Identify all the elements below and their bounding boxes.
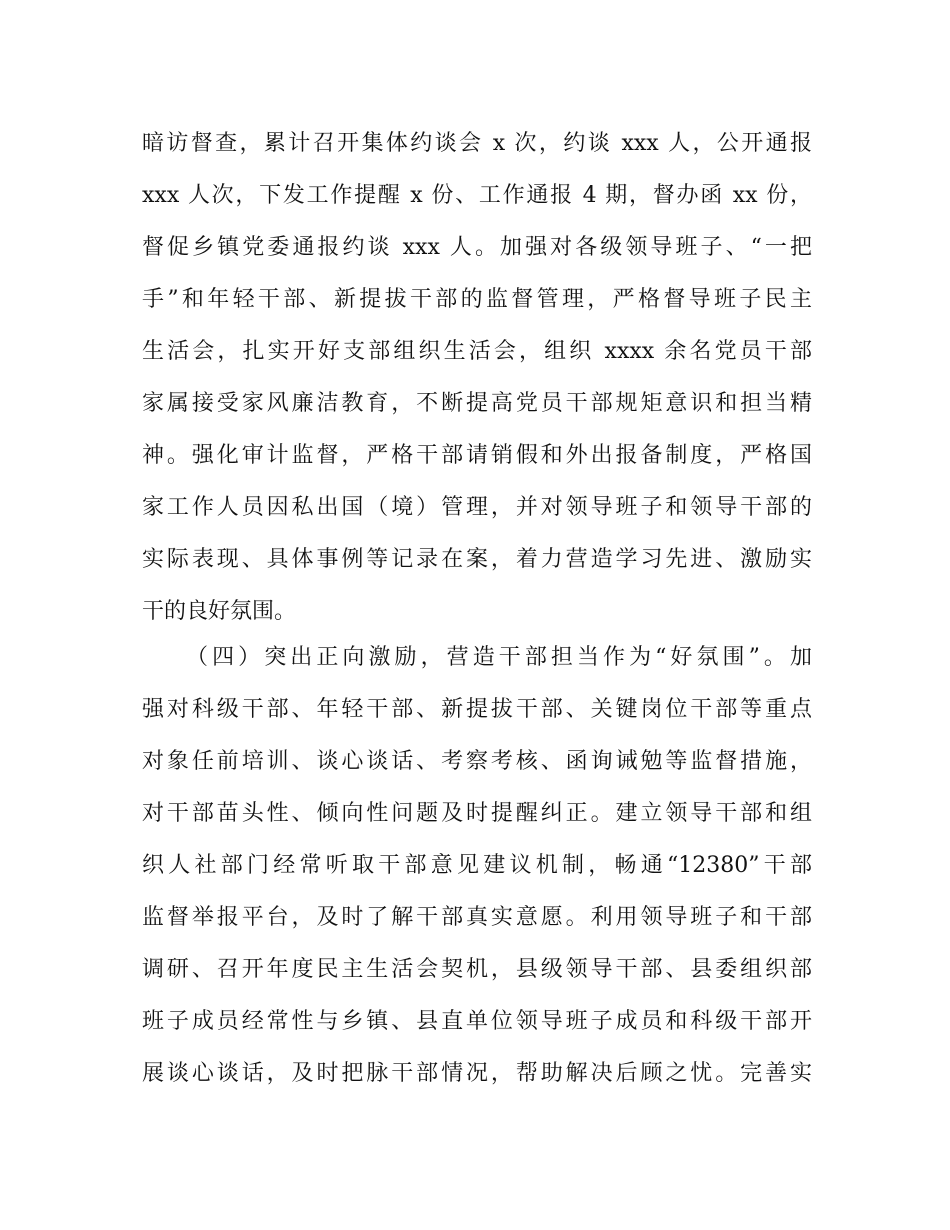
paragraph-line: 监督举报平台，及时了解干部真实意愿。利用领导班子和干部 [142, 905, 812, 930]
paragraph-line: 家属接受家风廉洁教育，不断提高党员干部规矩意识和担当精 [142, 391, 812, 416]
paragraph-line: 暗访督查，累计召开集体约谈会 x 次，约谈 xxx 人，公开通报 [142, 131, 812, 156]
paragraph-line: 手”和年轻干部、新提拔干部的监督管理，严格督导班子民主 [142, 287, 812, 312]
paragraph-line: 实际表现、具体事例等记录在案，着力营造学习先进、激励实 [142, 547, 812, 572]
paragraph-line: 生活会，扎实开好支部组织生活会，组织 xxxx 余名党员干部 [142, 339, 812, 364]
paragraph-line: 对象任前培训、谈心谈话、考察考核、函询诫勉等监督措施， [142, 749, 812, 774]
section-heading-line: （四）突出正向激励，营造干部担当作为“好氛围”。加 [186, 645, 812, 670]
paragraph-line: xxx 人次，下发工作提醒 x 份、工作通报 4 期，督办函 xx 份， [142, 183, 812, 208]
paragraph-line: 展谈心谈话，及时把脉干部情况，帮助解决后顾之忧。完善实 [142, 1061, 812, 1086]
paragraph-line: 对干部苗头性、倾向性问题及时提醒纠正。建立领导干部和组 [142, 801, 812, 826]
paragraph-line: 班子成员经常性与乡镇、县直单位领导班子成员和科级干部开 [142, 1009, 812, 1034]
paragraph-line: 神。强化审计监督，严格干部请销假和外出报备制度，严格国 [142, 443, 812, 468]
paragraph-line: 干的良好氛围。 [142, 599, 297, 624]
paragraph-line: 调研、召开年度民主生活会契机，县级领导干部、县委组织部 [142, 957, 812, 982]
paragraph-1 [142, 118, 812, 638]
paragraph-2 [142, 632, 812, 1100]
paragraph-line: 强对科级干部、年轻干部、新提拔干部、关键岗位干部等重点 [142, 697, 812, 722]
paragraph-line: 家工作人员因私出国（境）管理，并对领导班子和领导干部的 [142, 495, 812, 520]
paragraph-line: 织人社部门经常听取干部意见建议机制，畅通“12380”干部 [142, 853, 812, 878]
paragraph-line: 督促乡镇党委通报约谈 xxx 人。加强对各级领导班子、“一把 [142, 235, 812, 260]
